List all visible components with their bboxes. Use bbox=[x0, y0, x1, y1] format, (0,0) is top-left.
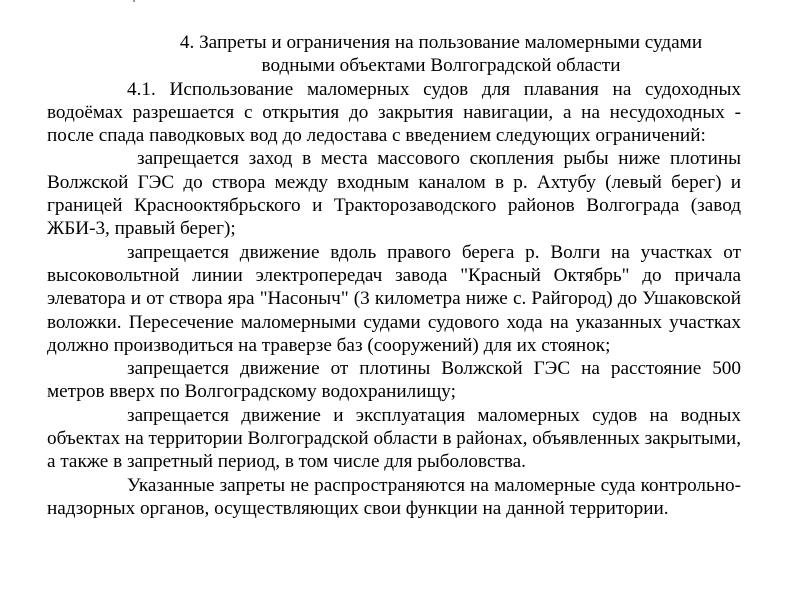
section-title-line-1: 4. Запреты и ограничения на пользование маломерными судами bbox=[179, 32, 703, 53]
restriction-right-bank-volga: запрещается движение вдоль правого берега р. Волги на участках от высоковольтной линии электропередач завода "Красный Октябрь" до причала элеватора и от створа яра "Насоныч" (3 километра ниже с. Райгород) до Ушаковской воложки. Пересечение маломерными судами судового хода на указанных участках должно производиться на траверзе баз (сооружений) для их стоянок; bbox=[47, 241, 741, 356]
exemption-supervisory-vessels: Указанные запреты не распространяются на маломерные суда контрольно-надзорных органов, осуществляющих свои функции на данной территории. bbox=[47, 474, 741, 519]
restriction-closed-areas: запрещается движение и эксплуатация маломерных судов на водных объектах на территории Волгоградской области в районах, объявленных закрытыми, а также в запретный период, в том числе для рыболовства. bbox=[47, 404, 741, 473]
scan-speck bbox=[133, 0, 135, 2]
section-title-line-2: водными объектами Волгоградской области bbox=[261, 55, 621, 77]
section-heading bbox=[121, 31, 761, 78]
restriction-dam-500m: запрещается движение от плотины Волжской ГЭС на расстояние 500 метров вверх по Волгоградскому водохранилищу; bbox=[47, 358, 741, 403]
document-page bbox=[47, 31, 741, 520]
paragraph-4-1: 4.1. Использование маломерных судов для плавания на судоходных водоёмах разрешается с открытия до закрытия навигации, а на несудоходных - после спада паводковых вод до ледостава с введением следующих ограничений: bbox=[47, 78, 741, 147]
restriction-fish-concentration: запрещается заход в места массового скопления рыбы ниже плотины Волжской ГЭС до створа между входным каналом в р. Ахтубу (левый берег) и границей Краснооктябрьского и Тракторозаводского районов Волгограда (завод ЖБИ-3, правый берег); bbox=[47, 148, 741, 240]
